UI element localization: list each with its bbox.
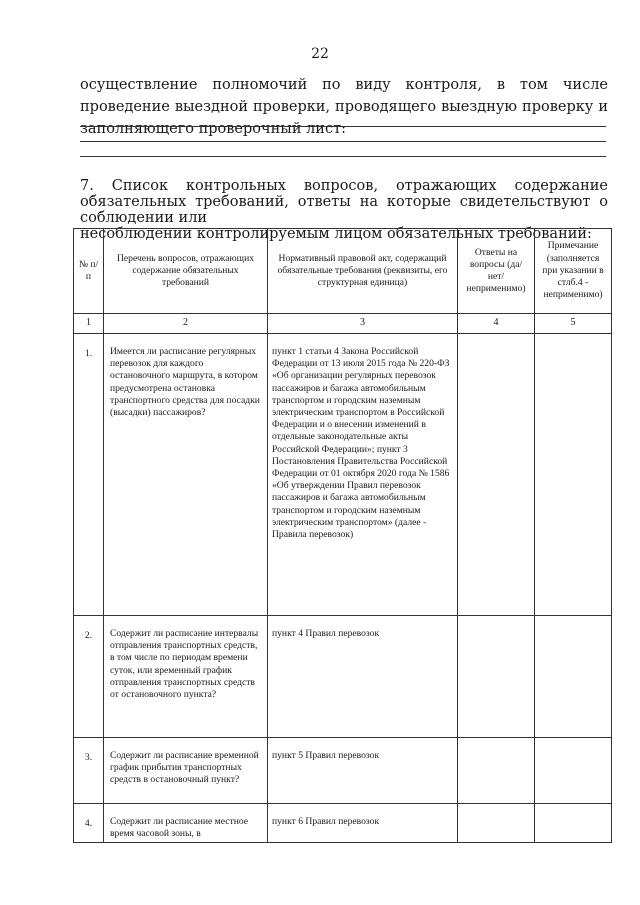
section-heading-line-2: несоблюдении контролируемым лицом обязательных требований:: [80, 226, 592, 242]
row-number: 3.: [74, 738, 104, 804]
header-answers: Ответы на вопросы (да/нет/ неприменимо): [458, 229, 535, 314]
row-number: 2.: [74, 616, 104, 738]
header-note: Примечание (заполняется при указании в стлб.4 - неприменимо): [535, 229, 612, 314]
table-row: [74, 334, 612, 616]
row-question: Содержит ли расписание местное время часовой зоны, в: [104, 804, 268, 843]
row-number: 1.: [74, 334, 104, 616]
table-row: [74, 804, 612, 843]
row-answer-cell[interactable]: [458, 738, 535, 804]
fill-in-line-2: [80, 141, 606, 142]
header-number: № п/п: [74, 229, 104, 314]
intro-text: осуществление полномочий по виду контроля, в том числе проведение выездной проверки, проводящего выездную проверку и заполняющего проверочный лист:: [80, 77, 608, 137]
column-number: 4: [458, 314, 535, 334]
row-note-cell[interactable]: [535, 334, 612, 616]
row-legal-act: пункт 5 Правил перевозок: [268, 738, 458, 804]
row-note-cell[interactable]: [535, 804, 612, 843]
header-legal-act: Нормативный правовой акт, содержащий обязательные требования (реквизиты, его структурная единица): [268, 229, 458, 314]
column-number-row: [74, 314, 612, 334]
row-answer-cell[interactable]: [458, 804, 535, 843]
column-number: 5: [535, 314, 612, 334]
row-answer-cell[interactable]: [458, 334, 535, 616]
table-header-row: [74, 229, 612, 314]
row-note-cell[interactable]: [535, 738, 612, 804]
column-number: 1: [74, 314, 104, 334]
row-legal-act: пункт 4 Правил перевозок: [268, 616, 458, 738]
table-row: [74, 616, 612, 738]
checklist-table: [73, 228, 612, 843]
intro-paragraph: [80, 74, 608, 140]
page-number: 22: [311, 46, 329, 62]
row-legal-act: пункт 1 статьи 4 Закона Российской Федерации от 13 июля 2015 года № 220-ФЗ «Об организации регулярных перевозок пассажиров и багажа автомобильным транспортом и городским наземным электрическим транспортом в Российской Федерации и о внесении изменений в отдельные законодательные акты Российской Федерации»; пункт 3 Постановления Правительства Российской Федерации от 01 октября 2020 года № 1586 «Об утверждении Правил перевозок пассажиров и багажа автомобильным транспортом и городским наземным электрическим транспортом» (далее - Правила перевозок): [268, 334, 458, 616]
fill-in-line-1: [80, 126, 606, 127]
fill-in-line-3: [80, 156, 606, 157]
column-number: 2: [104, 314, 268, 334]
column-number: 3: [268, 314, 458, 334]
row-note-cell[interactable]: [535, 616, 612, 738]
row-question: Содержит ли расписание интервалы отправления транспортных средств, в том числе по периодам времени суток, или временный график отправления транспортных средств от остановочного пункта?: [104, 616, 268, 738]
row-number: 4.: [74, 804, 104, 843]
table-row: [74, 738, 612, 804]
row-answer-cell[interactable]: [458, 616, 535, 738]
row-legal-act: пункт 6 Правил перевозок: [268, 804, 458, 843]
row-question: Содержит ли расписание временной график прибытия транспортных средств в остановочный пункт?: [104, 738, 268, 804]
row-question: Имеется ли расписание регулярных перевозок для каждого остановочного маршрута, в котором предусмотрена остановка транспортного средства для посадки (высадки) пассажиров?: [104, 334, 268, 616]
section-heading-line-1: 7. Список контрольных вопросов, отражающих содержание обязательных требований, ответы на которые свидетельствуют о соблюдении или: [80, 178, 608, 226]
header-questions: Перечень вопросов, отражающих содержание обязательных требований: [104, 229, 268, 314]
